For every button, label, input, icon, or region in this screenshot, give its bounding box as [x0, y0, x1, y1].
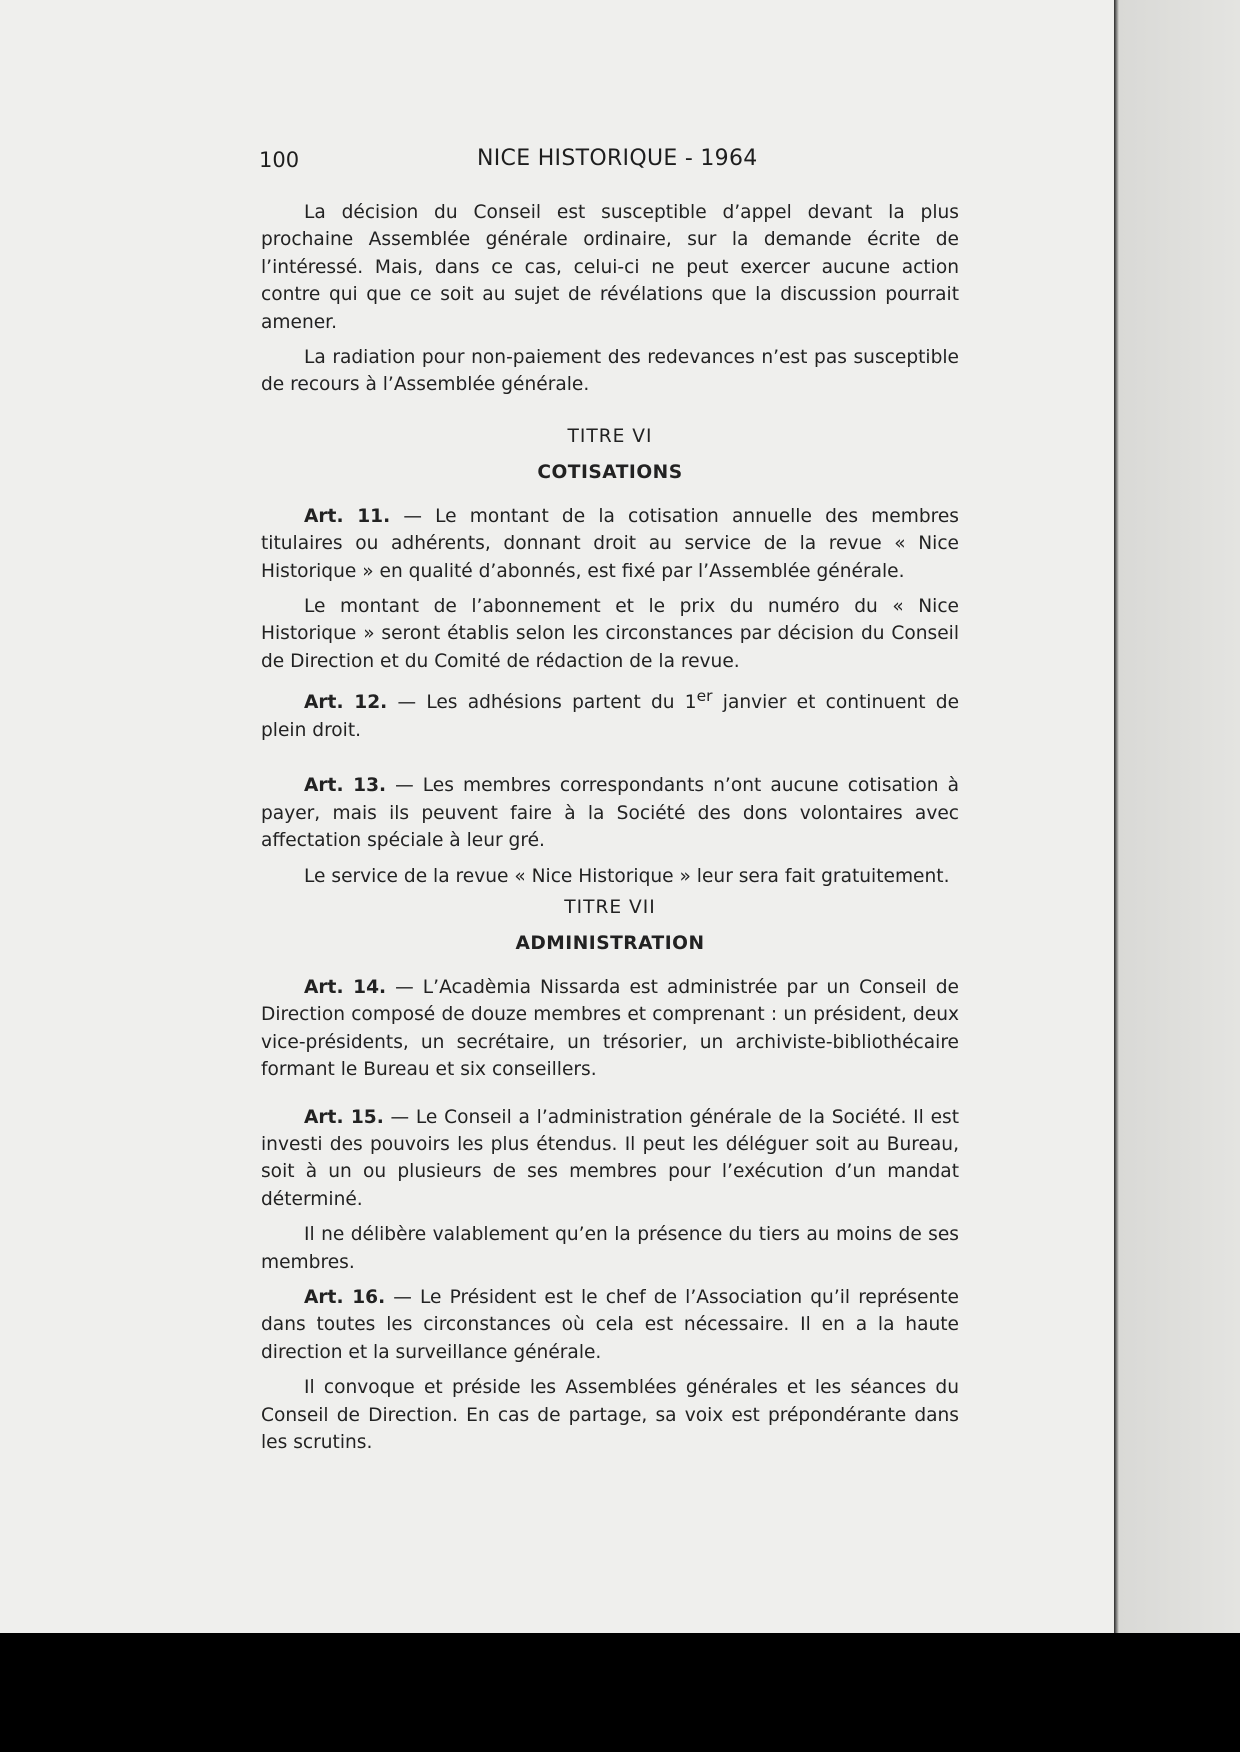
paragraph-radiation: La radiation pour non-paiement des redevances n’est pas susceptible de recours à l’Assemblée générale. — [261, 347, 959, 396]
titre-vii-heading: TITRE VII — [564, 896, 656, 918]
article-12-superscript: er — [696, 687, 713, 706]
body-text — [261, 199, 959, 1464]
paragraph-delibere: Il ne délibère valablement qu’en la présence du tiers au moins de ses membres. — [261, 1224, 959, 1273]
article-16-label: Art. 16. — [304, 1286, 386, 1308]
article-15 — [261, 1104, 959, 1214]
scan-border — [0, 1633, 1240, 1752]
administration-heading: ADMINISTRATION — [515, 932, 705, 954]
article-13-label: Art. 13. — [304, 775, 387, 797]
paragraph-abonnement: Le montant de l’abonnement et le prix du numéro du « Nice Historique » seront établis selon les circonstances par décision du Conseil de Direction et du Comité de rédaction de la revue. — [261, 596, 959, 672]
article-11 — [261, 503, 959, 585]
running-header — [259, 148, 959, 182]
article-15-label: Art. 15. — [304, 1106, 384, 1128]
cotisations-heading: COTISATIONS — [537, 461, 683, 483]
article-12-text-a: — Les adhésions partent du 1 — [387, 692, 697, 714]
page-number: 100 — [259, 148, 300, 172]
paragraph-decision: La décision du Conseil est susceptible d’appel devant la plus prochaine Assemblée générale ordinaire, sur la demande écrite de l’intéressé. Mais, dans ce cas, celui-ci ne peut exercer aucune action contre qui que ce soit au sujet de révélations que la discussion pourrait amener. — [261, 202, 959, 333]
journal-title: NICE HISTORIQUE - 1964 — [477, 146, 758, 171]
article-12-label: Art. 12. — [304, 692, 388, 714]
paragraph-convoque: Il convoque et préside les Assemblées générales et les séances du Conseil de Direction. En cas de partage, sa voix est prépondérante dans les scrutins. — [261, 1377, 959, 1453]
paragraph-service: Le service de la revue « Nice Historique » leur sera fait gratuitement. — [304, 865, 950, 887]
article-12-text-b: janvier et continuent de plein droit. — [261, 692, 960, 741]
article-12 — [261, 683, 959, 744]
titre-vi-heading: TITRE VI — [567, 425, 653, 447]
article-16-text: — Le Président est le chef de l’Association qu’il représente dans toutes les circonstances où cela est nécessaire. Il en a la haute direction et la surveillance générale. — [261, 1286, 959, 1363]
article-14-text: — L’Acadèmia Nissarda est administrée par un Conseil de Direction composé de douze membres et comprenant : un président, deux vice-présidents, un secrétaire, un trésorier, un archiviste-bibliothécaire formant le Bureau et six conseillers. — [261, 976, 959, 1081]
page-edge — [1114, 0, 1240, 1633]
article-14-label: Art. 14. — [304, 976, 387, 998]
article-13 — [261, 772, 959, 854]
article-15-text: — Le Conseil a l’administration générale de la Société. Il est investi des pouvoirs les plus étendus. Il peut les déléguer soit au Bureau, soit à un ou plusieurs de ses membres pour l’exécution d’un mandat déterminé. — [261, 1106, 959, 1210]
article-11-label: Art. 11. — [304, 505, 391, 527]
article-13-text: — Les membres correspondants n’ont aucune cotisation à payer, mais ils peuvent faire à la Société des dons volontaires avec affectation spéciale à leur gré. — [261, 775, 959, 852]
article-14 — [261, 974, 959, 1084]
article-11-text: — Le montant de la cotisation annuelle des membres titulaires ou adhérents, donnant droit au service de la revue « Nice Historique » en qualité d’abonnés, est fixé par l’Assemblée générale. — [261, 505, 959, 582]
article-16 — [261, 1284, 959, 1366]
